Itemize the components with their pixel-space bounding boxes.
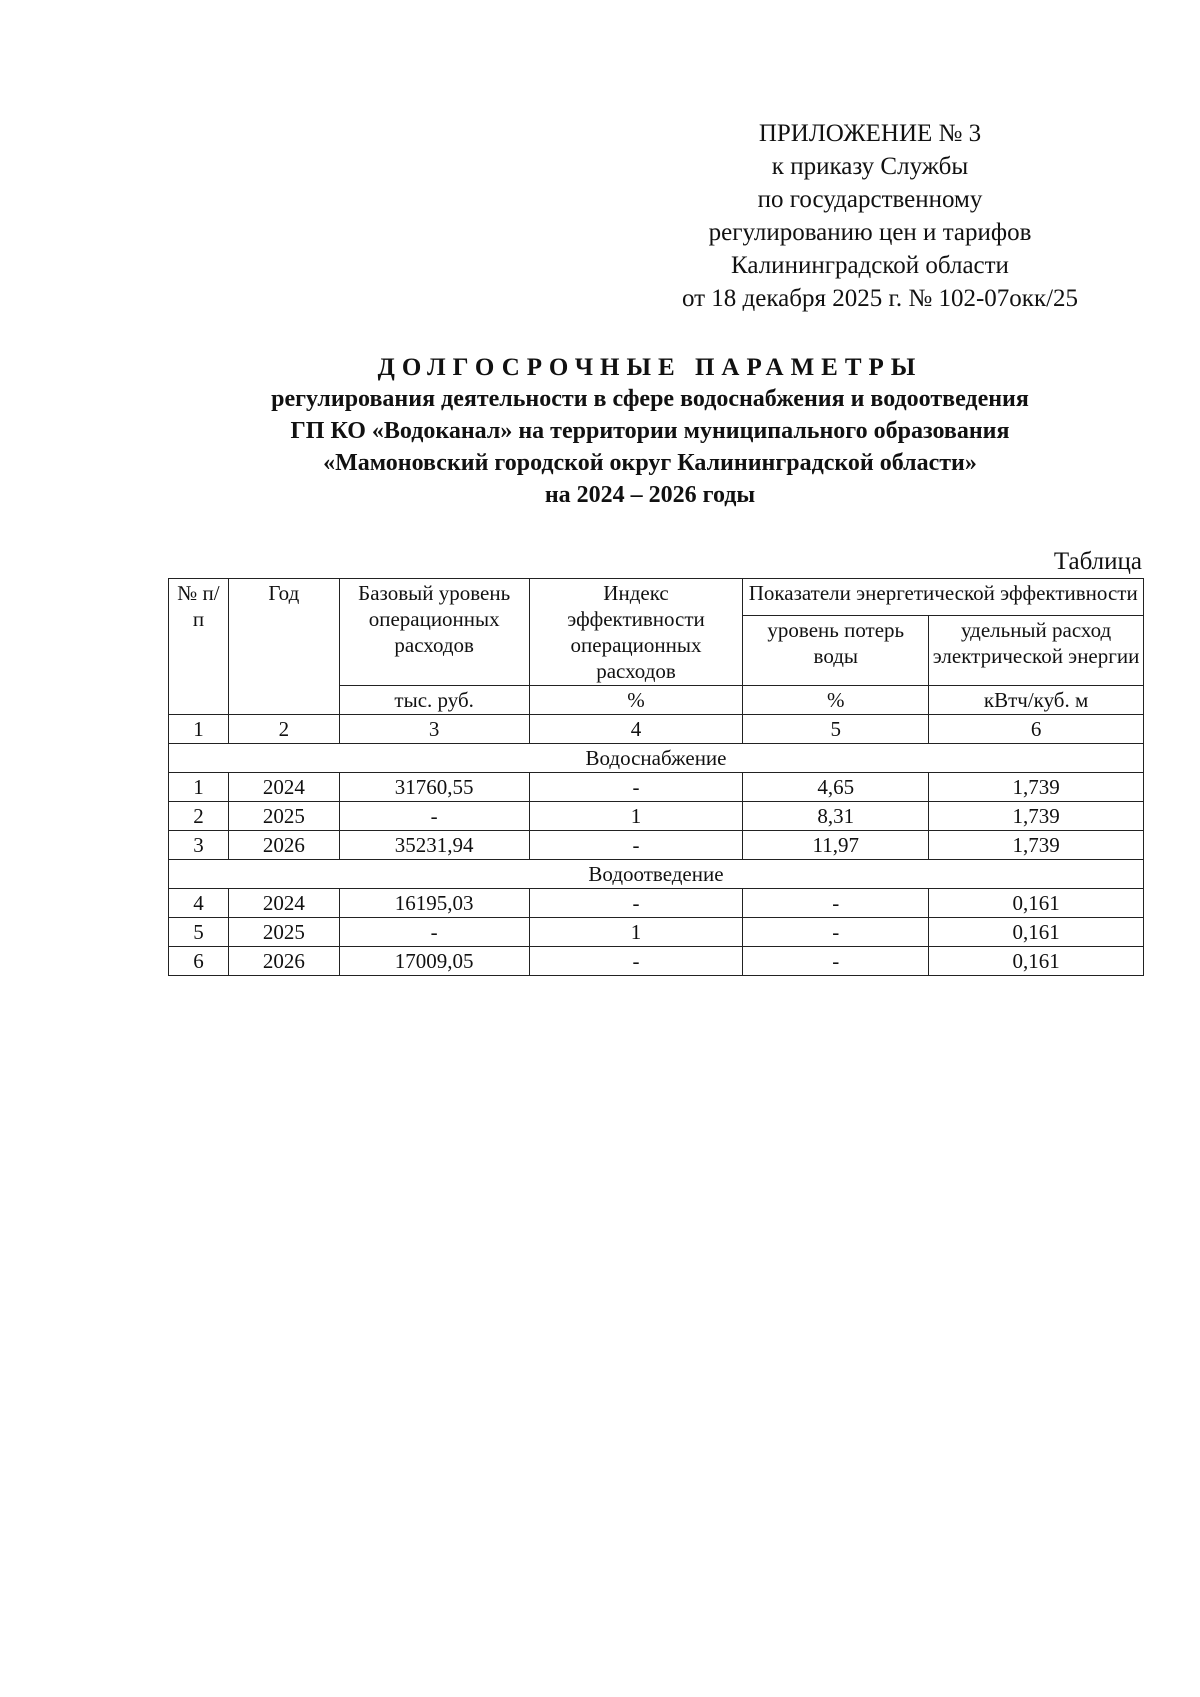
unit-losses: % [743, 686, 929, 715]
table-row [169, 802, 1144, 831]
cell-base: 35231,94 [339, 831, 529, 860]
cell-power: 0,161 [929, 889, 1144, 918]
table-row [169, 947, 1144, 976]
column-number: 3 [339, 715, 529, 744]
header-water-losses: уровень потерь воды [743, 615, 929, 685]
cell-year: 2026 [228, 831, 339, 860]
cell-num: 5 [169, 918, 229, 947]
header-year: Год [228, 579, 339, 715]
table-caption: Таблица [1053, 548, 1142, 575]
annex-line: Калининградской области [731, 252, 1009, 279]
cell-num: 6 [169, 947, 229, 976]
column-number: 2 [228, 715, 339, 744]
cell-num: 4 [169, 889, 229, 918]
document-subtitle-line: ГП КО «Водоканал» на территории муниципального образования [290, 418, 1010, 444]
cell-num: 3 [169, 831, 229, 860]
document-subtitle-line: регулирования деятельности в сфере водоснабжения и водоотведения [271, 386, 1029, 412]
cell-year: 2024 [228, 889, 339, 918]
cell-power: 1,739 [929, 773, 1144, 802]
annex-order-date: от 18 декабря 2025 г. № 102-07окк/25 [681, 285, 1079, 312]
column-number: 1 [169, 715, 229, 744]
header-base-level: Базовый уровень операционных расходов [339, 579, 529, 686]
annex-title: ПРИЛОЖЕНИЕ № 3 [758, 120, 982, 147]
header-row [169, 579, 1144, 616]
cell-power: 1,739 [929, 802, 1144, 831]
header-energy-group: Показатели энергетической эффективности [743, 579, 1144, 616]
document-title: ДОЛГОСРОЧНЫЕ ПАРАМЕТРЫ [377, 354, 923, 381]
cell-num: 2 [169, 802, 229, 831]
cell-base: 31760,55 [339, 773, 529, 802]
cell-year: 2025 [228, 918, 339, 947]
document-subtitle-period: на 2024 – 2026 годы [544, 482, 756, 508]
unit-power: кВтч/куб. м [929, 686, 1144, 715]
section-title: Водоотведение [169, 860, 1144, 889]
cell-losses: - [743, 918, 929, 947]
header-efficiency-index: Индекс эффективности операционных расходов [529, 579, 743, 686]
table-row [169, 918, 1144, 947]
section-row-wastewater [169, 860, 1144, 889]
cell-index: 1 [529, 802, 743, 831]
cell-losses: 4,65 [743, 773, 929, 802]
annex-line: к приказу Службы [771, 153, 969, 180]
section-row-water-supply [169, 744, 1144, 773]
annex-line: регулированию цен и тарифов [708, 219, 1032, 246]
cell-base: 17009,05 [339, 947, 529, 976]
cell-year: 2025 [228, 802, 339, 831]
cell-power: 0,161 [929, 947, 1144, 976]
cell-year: 2026 [228, 947, 339, 976]
document-title-block [160, 353, 1140, 511]
cell-base: - [339, 802, 529, 831]
cell-year: 2024 [228, 773, 339, 802]
document-subtitle-line: «Мамоновский городской округ Калининградской области» [323, 450, 977, 476]
cell-power: 1,739 [929, 831, 1144, 860]
header-num: № п/п [169, 579, 229, 715]
cell-num: 1 [169, 773, 229, 802]
cell-losses: 11,97 [743, 831, 929, 860]
cell-index: - [529, 947, 743, 976]
parameters-table [168, 578, 1144, 976]
table-row [169, 831, 1144, 860]
cell-base: 16195,03 [339, 889, 529, 918]
cell-index: - [529, 831, 743, 860]
section-title: Водоснабжение [169, 744, 1144, 773]
cell-base: - [339, 918, 529, 947]
column-number: 4 [529, 715, 743, 744]
cell-index: - [529, 773, 743, 802]
unit-index: % [529, 686, 743, 715]
table-row [169, 773, 1144, 802]
cell-index: - [529, 889, 743, 918]
cell-power: 0,161 [929, 918, 1144, 947]
column-numbers-row [169, 715, 1144, 744]
column-number: 5 [743, 715, 929, 744]
cell-losses: - [743, 889, 929, 918]
cell-index: 1 [529, 918, 743, 947]
header-power-consumption: удельный расход электрической энергии [929, 615, 1144, 685]
annex-line: по государственному [757, 186, 983, 213]
cell-losses: 8,31 [743, 802, 929, 831]
unit-base: тыс. руб. [339, 686, 529, 715]
column-number: 6 [929, 715, 1144, 744]
table-row [169, 889, 1144, 918]
cell-losses: - [743, 947, 929, 976]
annex-block [600, 117, 1140, 315]
